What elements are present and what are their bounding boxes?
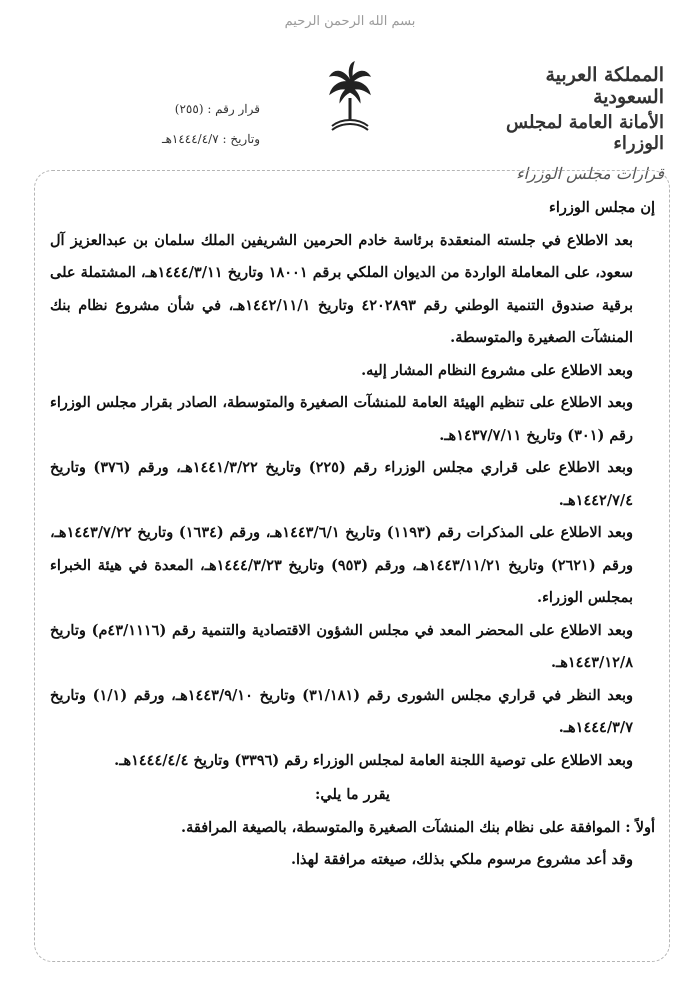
paragraph: وبعد الاطلاع على المحضر المعد في مجلس الشؤون الاقتصادية والتنمية رقم (٤٣/١١١٦م) وتاريخ ١٤٤٣/١٢/٨هـ. bbox=[50, 621, 633, 671]
first-article: أولاً : الموافقة على نظام بنك المنشآت الصغيرة والمتوسطة، بالصيغة المرافقة. bbox=[181, 818, 655, 836]
paragraph: بعد الاطلاع في جلسته المنعقدة برئاسة خادم الحرمين الشريفين الملك سلمان بن عبدالعزيز آل سعود، على المعاملة الواردة من الديوان الملكي برقم ١٨٠٠١ وتاريخ ١٤٤٤/٣/١١هـ، المشتملة على برقية صندوق التنمية الوطني رقم ٤٢٠٢٨٩٣ وتاريخ ١٤٤٢/١١/١هـ، في شأن مشروع نظام بنك المنشآت الصغيرة والمتوسطة. bbox=[50, 231, 633, 346]
basmala: بسم الله الرحمن الرحيم bbox=[284, 14, 416, 29]
opening-line: إن مجلس الوزراء bbox=[549, 199, 655, 216]
letterhead bbox=[474, 64, 664, 183]
document-body bbox=[50, 192, 655, 877]
paragraph: وبعد الاطلاع على المذكرات رقم (١١٩٣) وتاريخ ١٤٤٣/٦/١هـ، ورقم (١٦٣٤) وتاريخ ١٤٤٣/٧/٢٢هـ، ورقم (٢٦٢١) وتاريخ ١٤٤٣/١١/٢١هـ، ورقم (٩٥٣) وتاريخ ١٤٤٤/٣/٢٣هـ، المعدة في هيئة الخبراء بمجلس الوزراء. bbox=[50, 524, 633, 606]
palm-swords-emblem bbox=[328, 60, 372, 140]
paragraph: وبعد الاطلاع على تنظيم الهيئة العامة للمنشآت الصغيرة والمتوسطة، الصادر بقرار مجلس الوزراء رقم (٣٠١) وتاريخ ١٤٣٧/٧/١١هـ. bbox=[50, 394, 633, 444]
paragraph: وبعد الاطلاع على توصية اللجنة العامة لمجلس الوزراء رقم (٣٣٩٦) وتاريخ ١٤٤٤/٤/٤هـ. bbox=[114, 751, 633, 769]
decision-date: وتاريخ : ١٤٤٤/٤/٧هـ bbox=[162, 132, 260, 146]
decisions-series: قرارات مجلس الوزراء bbox=[516, 164, 664, 183]
first-article-note: وقد أعد مشروع مرسوم ملكي بذلك، صيغته مرافقة لهذا. bbox=[290, 851, 633, 868]
secretariat-name: الأمانة العامة لمجلس الوزراء bbox=[506, 112, 664, 154]
paragraph: وبعد النظر في قراري مجلس الشورى رقم (٣١/١٨١) وتاريخ ١٤٤٣/٩/١٠هـ، ورقم (١/١) وتاريخ ١٤٤٤/٣/٧هـ. bbox=[50, 686, 634, 736]
paragraph: وبعد الاطلاع على قراري مجلس الوزراء رقم (٢٢٥) وتاريخ ١٤٤١/٣/٢٢هـ، ورقم (٣٧٦) وتاريخ ١٤٤٢/٧/٤هـ. bbox=[50, 459, 633, 509]
decree-heading: يقرر ما يلي: bbox=[315, 786, 390, 803]
kingdom-name: المملكة العربية السعودية bbox=[545, 64, 664, 108]
decision-number: قرار رقم : (٢٥٥) bbox=[174, 102, 260, 116]
paragraph: وبعد الاطلاع على مشروع النظام المشار إليه. bbox=[361, 361, 633, 379]
decision-info bbox=[92, 94, 260, 154]
